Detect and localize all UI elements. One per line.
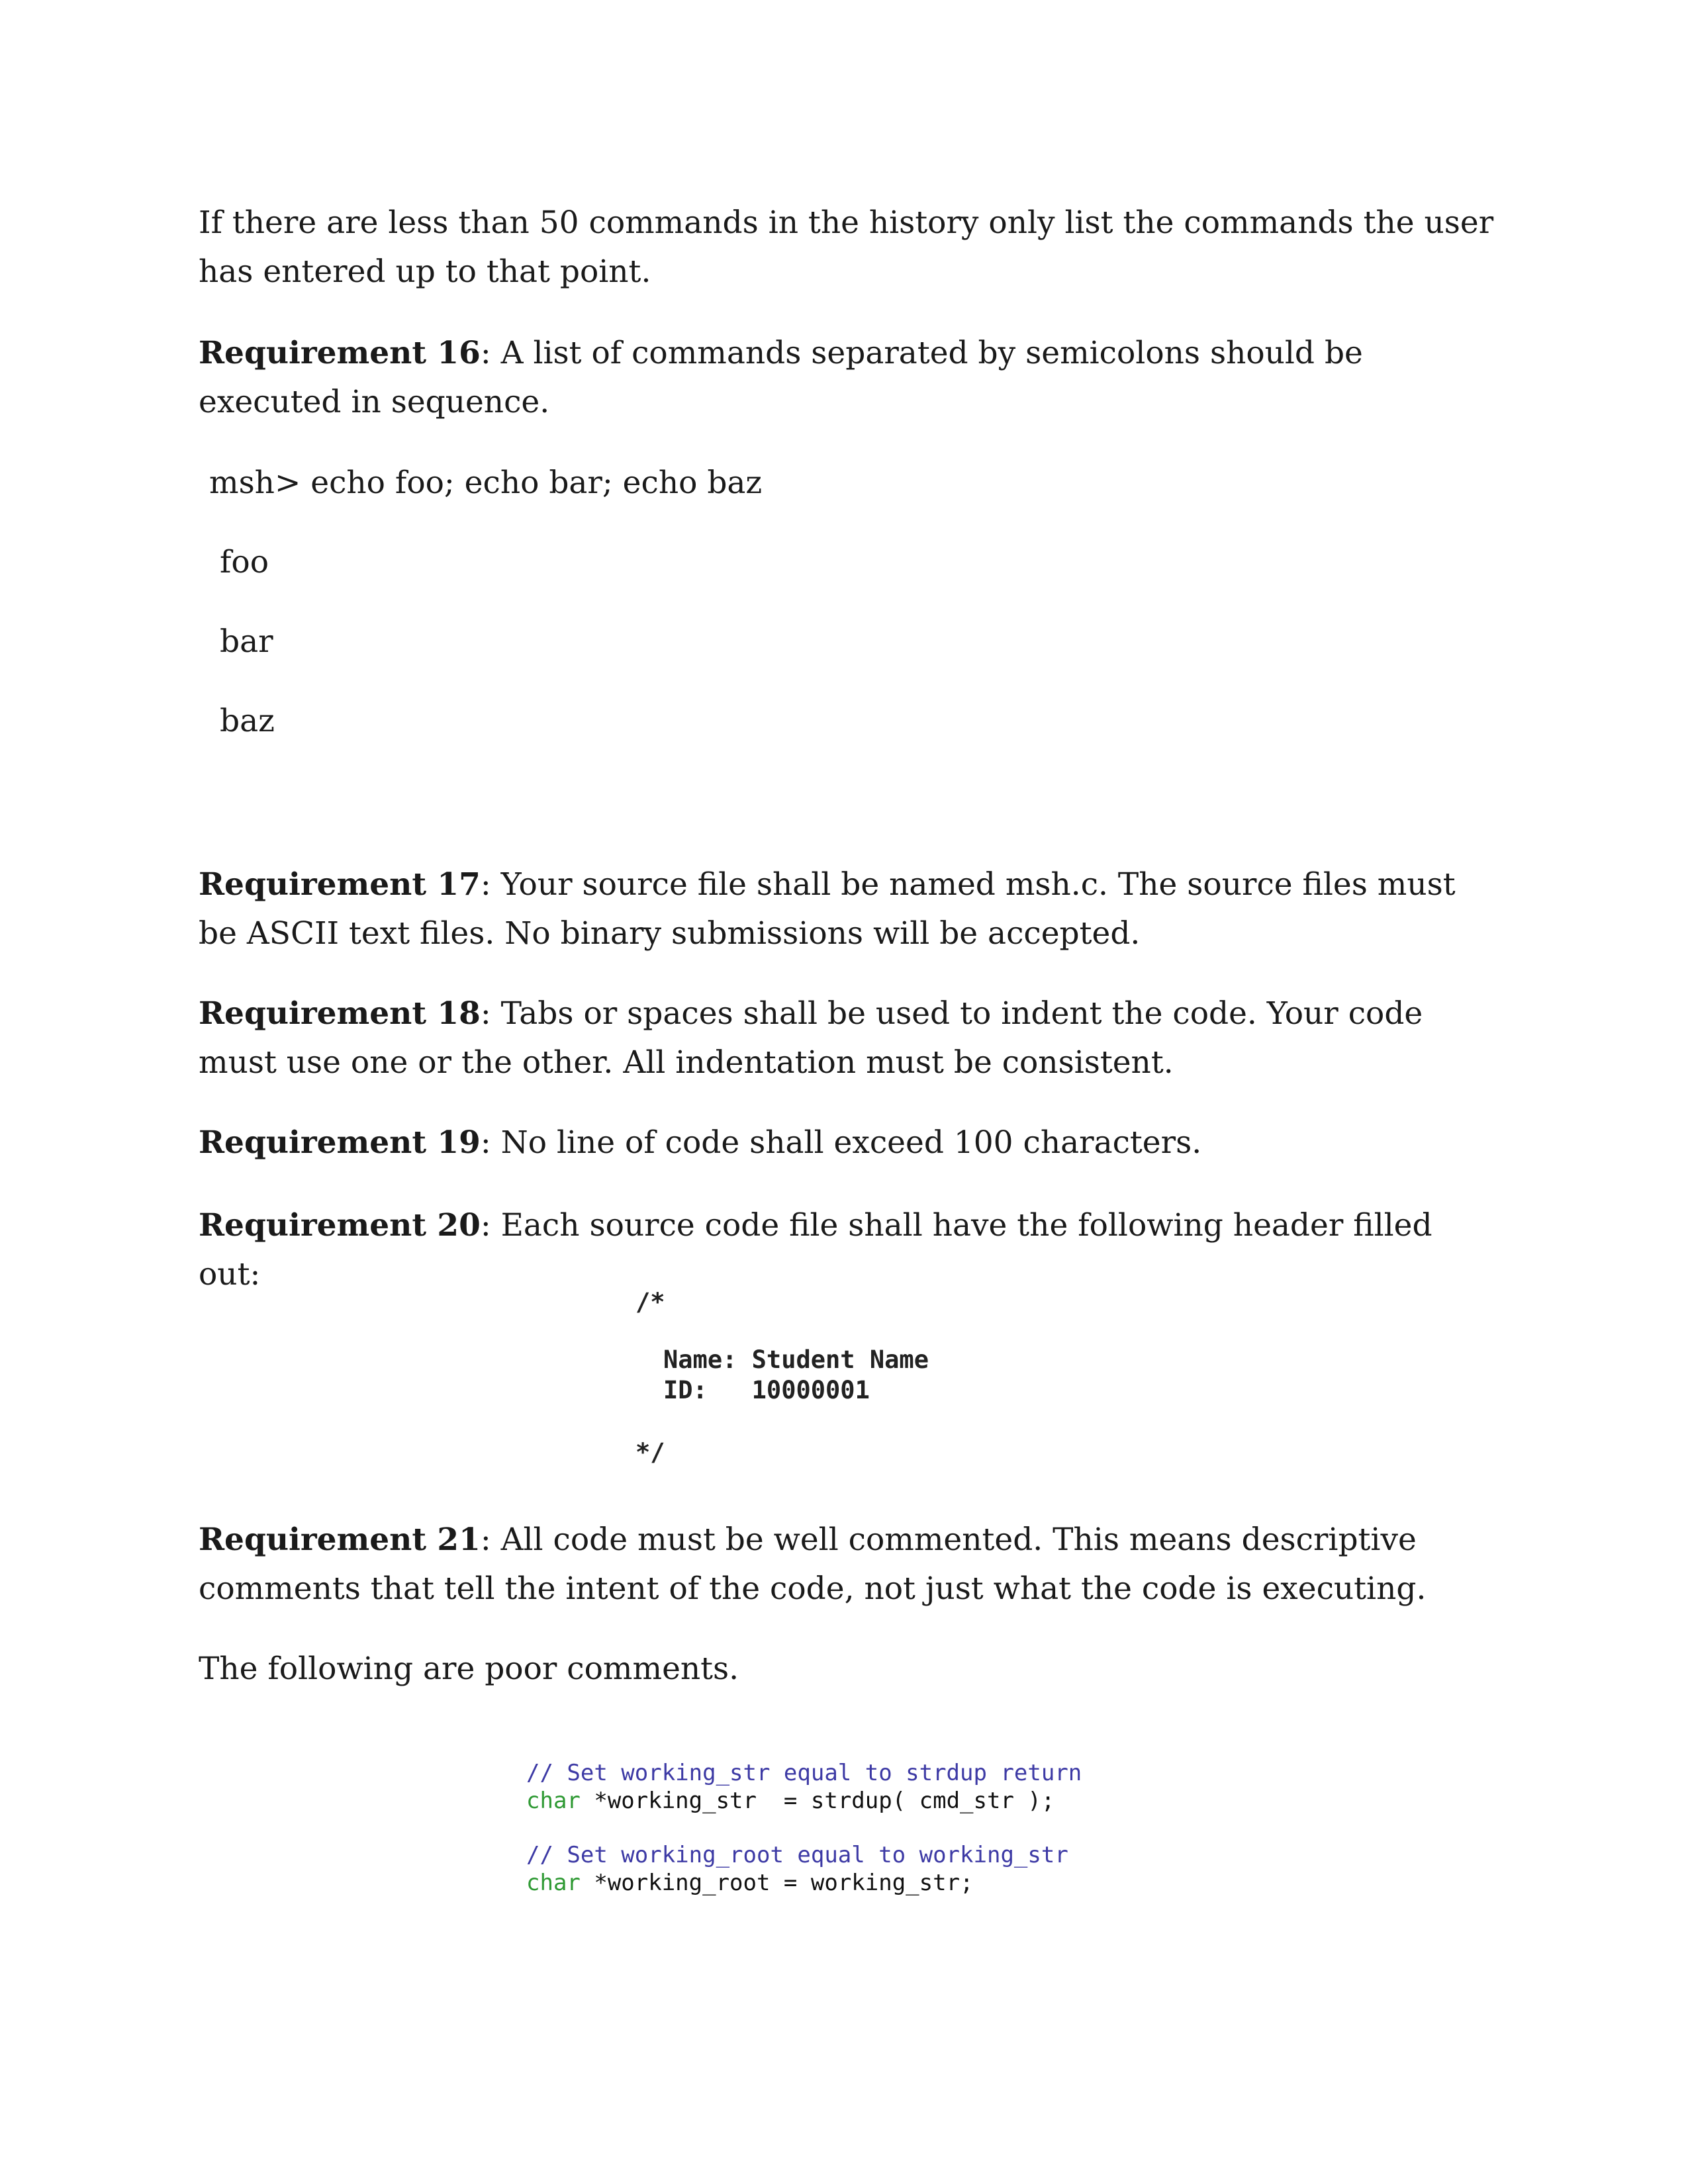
requirement-20-label: Requirement 20 — [199, 1207, 481, 1244]
shell-command-line: msh> echo foo; echo bar; echo baz — [209, 465, 763, 501]
code-line — [526, 1869, 974, 1897]
history-note-text: If there are less than 50 commands in the history only list the commands the user has entered up to that point. — [199, 205, 1494, 290]
header-open-comment: /* — [635, 1288, 665, 1316]
shell-output-line: baz — [220, 703, 275, 739]
code-comment-line: // Set working_str equal to strdup return — [526, 1760, 1082, 1786]
requirement-19-label: Requirement 19 — [199, 1124, 481, 1161]
requirement-16-label: Requirement 16 — [199, 335, 481, 371]
code-keyword: char — [526, 1788, 581, 1814]
requirement-17-text: : Your source file shall be named msh.c. The source files must be ASCII text files. No binary submissions will be accepted. — [199, 866, 1456, 952]
requirement-19-text: : No line of code shall exceed 100 characters. — [480, 1124, 1202, 1161]
code-text: *working_root = working_str; — [580, 1870, 974, 1896]
requirement-18-text: : Tabs or spaces shall be used to indent the code. Your code must use one or the other. All indentation must be consistent. — [199, 995, 1423, 1081]
requirement-18-label: Requirement 18 — [199, 995, 481, 1032]
requirement-16-paragraph — [199, 329, 1496, 427]
requirement-19-paragraph — [199, 1118, 1496, 1167]
requirement-18-paragraph — [199, 989, 1496, 1087]
requirement-21-paragraph — [199, 1516, 1496, 1614]
shell-output-line: foo — [220, 544, 269, 580]
requirement-20-text: : Each source code file shall have the following header filled out: — [199, 1207, 1432, 1293]
requirement-21-label: Requirement 21 — [199, 1522, 481, 1558]
shell-output-line: bar — [220, 623, 273, 660]
requirement-17-paragraph — [199, 860, 1496, 958]
poor-comments-text: The following are poor comments. — [199, 1651, 739, 1687]
code-line — [526, 1787, 1055, 1815]
header-id-line: ID: 10000001 — [663, 1376, 870, 1404]
poor-comments-paragraph — [199, 1645, 1496, 1694]
requirement-16-text: : A list of commands separated by semicolons should be executed in sequence. — [199, 335, 1363, 420]
code-keyword: char — [526, 1870, 581, 1896]
requirement-17-label: Requirement 17 — [199, 866, 481, 903]
requirement-20-paragraph — [199, 1201, 1496, 1299]
requirement-21-text: : All code must be well commented. This means descriptive comments that tell the intent of the code, not just what the code is executing. — [199, 1522, 1427, 1607]
code-text: *working_str = strdup( cmd_str ); — [580, 1788, 1055, 1814]
code-comment-line: // Set working_root equal to working_str — [526, 1842, 1068, 1868]
header-close-comment: */ — [635, 1438, 665, 1467]
history-note-paragraph — [199, 199, 1496, 296]
header-name-line: Name: Student Name — [663, 1345, 929, 1374]
